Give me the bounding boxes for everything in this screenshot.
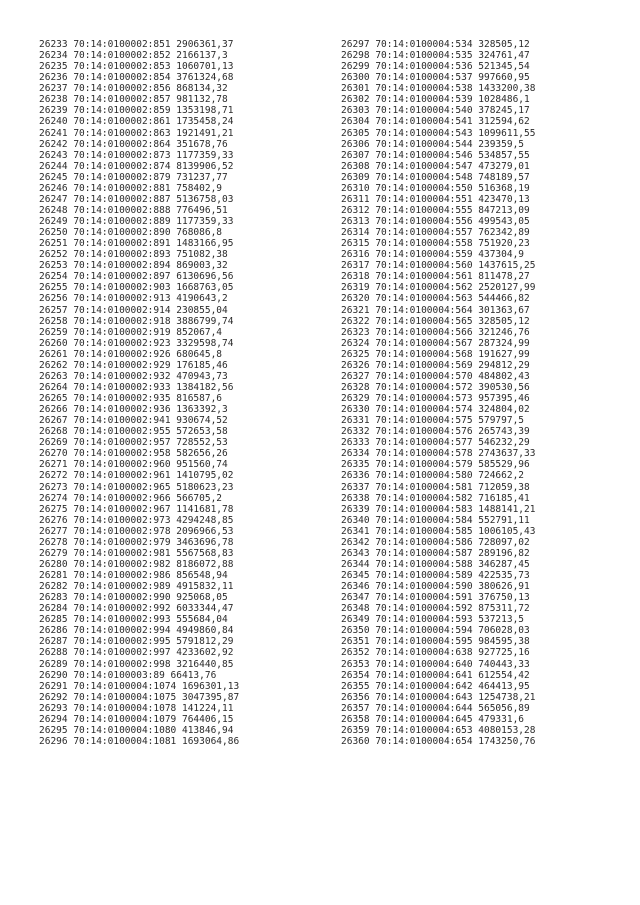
table-row: 26317 70:14:0100004:560 1437615,25 — [341, 260, 536, 272]
table-row: 26322 70:14:0100004:565 328505,12 — [341, 315, 530, 327]
table-row: 26328 70:14:0100004:572 390530,56 — [341, 381, 530, 393]
table-row: 26350 70:14:0100004:594 706028,03 — [341, 625, 530, 637]
table-row: 26298 70:14:0100004:535 324761,47 — [341, 50, 530, 62]
table-row: 26274 70:14:0100002:966 566705,2 — [39, 492, 223, 504]
table-row: 26344 70:14:0100004:588 346287,45 — [341, 558, 530, 570]
table-row: 26303 70:14:0100004:540 378245,17 — [341, 105, 530, 117]
table-row: 26355 70:14:0100004:642 464413,95 — [341, 680, 530, 692]
table-row: 26241 70:14:0100002:863 1921491,21 — [39, 127, 234, 139]
table-row: 26325 70:14:0100004:568 191627,99 — [341, 348, 530, 360]
table-row: 26339 70:14:0100004:583 1488141,21 — [341, 503, 536, 515]
table-row: 26284 70:14:0100002:992 6033344,47 — [39, 603, 234, 615]
table-row: 26255 70:14:0100002:903 1668763,05 — [39, 282, 234, 294]
table-row: 26243 70:14:0100002:873 1177359,33 — [39, 149, 234, 161]
table-row: 26346 70:14:0100004:590 380626,91 — [341, 581, 530, 593]
table-row: 26330 70:14:0100004:574 324804,02 — [341, 404, 530, 416]
table-row: 26236 70:14:0100002:854 3761324,68 — [39, 72, 234, 84]
table-row: 26324 70:14:0100004:567 287324,99 — [341, 337, 530, 349]
table-row: 26237 70:14:0100002:856 868134,32 — [39, 83, 228, 95]
table-row: 26283 70:14:0100002:990 925068,05 — [39, 592, 228, 604]
table-row: 26291 70:14:0100004:1074 1696301,13 — [39, 680, 240, 692]
table-row: 26271 70:14:0100002:960 951560,74 — [39, 459, 228, 471]
table-row: 26351 70:14:0100004:595 984595,38 — [341, 636, 530, 648]
table-row: 26234 70:14:0100002:852 2166137,3 — [39, 50, 228, 62]
table-row: 26276 70:14:0100002:973 4294248,85 — [39, 514, 234, 526]
table-row: 26288 70:14:0100002:997 4233602,92 — [39, 647, 234, 659]
table-row: 26250 70:14:0100002:890 768086,8 — [39, 227, 223, 239]
table-row: 26334 70:14:0100004:578 2743637,33 — [341, 448, 536, 460]
table-row: 26233 70:14:0100002:851 2906361,37 — [39, 39, 234, 50]
table-row: 26242 70:14:0100002:864 351678,76 — [39, 138, 228, 150]
table-row: 26305 70:14:0100004:543 1099611,55 — [341, 127, 536, 139]
table-row: 26345 70:14:0100004:589 422535,73 — [341, 570, 530, 581]
table-row: 26336 70:14:0100004:580 724662,2 — [341, 470, 525, 482]
table-row: 26295 70:14:0100004:1080 413846,94 — [39, 724, 234, 736]
table-row: 26249 70:14:0100002:889 1177359,33 — [39, 216, 234, 227]
table-row: 26359 70:14:0100004:653 4080153,28 — [341, 724, 536, 736]
table-row: 26329 70:14:0100004:573 957395,46 — [341, 393, 530, 404]
table-row: 26301 70:14:0100004:538 1433200,38 — [341, 83, 536, 95]
table-row: 26353 70:14:0100004:640 740443,33 — [341, 658, 530, 670]
table-row: 26323 70:14:0100004:566 321246,76 — [341, 326, 530, 338]
table-row: 26267 70:14:0100002:941 930674,52 — [39, 415, 228, 427]
table-row: 26239 70:14:0100002:859 1353198,71 — [39, 105, 234, 117]
table-row: 26259 70:14:0100002:919 852067,4 — [39, 326, 223, 338]
table-row: 26282 70:14:0100002:989 4915832,11 — [39, 581, 234, 593]
table-row: 26342 70:14:0100004:586 728097,02 — [341, 536, 530, 548]
table-row: 26319 70:14:0100004:562 2520127,99 — [341, 282, 536, 294]
table-row: 26306 70:14:0100004:544 239359,5 — [341, 138, 525, 150]
table-row: 26278 70:14:0100002:979 3463696,78 — [39, 536, 234, 548]
table-row: 26338 70:14:0100004:582 716185,41 — [341, 492, 530, 504]
table-row: 26265 70:14:0100002:935 816587,6 — [39, 393, 223, 404]
table-row: 26307 70:14:0100004:546 534857,55 — [341, 149, 530, 161]
table-row: 26251 70:14:0100002:891 1483166,95 — [39, 238, 234, 250]
table-row: 26293 70:14:0100004:1078 141224,11 — [39, 702, 234, 714]
table-row: 26318 70:14:0100004:561 811478,27 — [341, 271, 530, 283]
left-column — [39, 39, 299, 747]
table-row: 26331 70:14:0100004:575 579797,5 — [341, 415, 525, 427]
table-row: 26289 70:14:0100002:998 3216440,85 — [39, 658, 234, 670]
table-row: 26352 70:14:0100004:638 927725,16 — [341, 647, 530, 659]
table-row: 26326 70:14:0100004:569 294812,29 — [341, 359, 530, 371]
table-row: 26247 70:14:0100002:887 5136758,03 — [39, 193, 234, 205]
table-row: 26252 70:14:0100002:893 751082,38 — [39, 249, 228, 261]
table-row: 26246 70:14:0100002:881 758402,9 — [39, 182, 223, 194]
table-row: 26314 70:14:0100004:557 762342,89 — [341, 227, 530, 239]
table-row: 26302 70:14:0100004:539 1028486,1 — [341, 94, 530, 106]
table-row: 26360 70:14:0100004:654 1743250,76 — [341, 735, 536, 747]
table-row: 26343 70:14:0100004:587 289196,82 — [341, 547, 530, 559]
table-row: 26277 70:14:0100002:978 2096966,53 — [39, 525, 234, 537]
table-row: 26266 70:14:0100002:936 1363392,3 — [39, 404, 228, 416]
table-row: 26240 70:14:0100002:861 1735458,24 — [39, 116, 234, 128]
table-row: 26272 70:14:0100002:961 1410795,02 — [39, 470, 234, 482]
table-row: 26296 70:14:0100004:1081 1693064,86 — [39, 735, 240, 747]
table-row: 26313 70:14:0100004:556 499543,05 — [341, 216, 530, 227]
table-row: 26321 70:14:0100004:564 301363,67 — [341, 304, 530, 316]
table-row: 26261 70:14:0100002:926 680645,8 — [39, 348, 223, 360]
table-row: 26315 70:14:0100004:558 751920,23 — [341, 238, 530, 250]
table-row: 26269 70:14:0100002:957 728552,53 — [39, 437, 228, 449]
table-row: 26349 70:14:0100004:593 537213,5 — [341, 614, 525, 626]
table-row: 26320 70:14:0100004:563 544466,82 — [341, 293, 530, 305]
table-row: 26275 70:14:0100002:967 1141681,78 — [39, 503, 234, 515]
table-row: 26270 70:14:0100002:958 582656,26 — [39, 448, 228, 460]
table-row: 26268 70:14:0100002:955 572653,58 — [39, 426, 228, 438]
table-row: 26299 70:14:0100004:536 521345,54 — [341, 61, 530, 73]
table-row: 26340 70:14:0100004:584 552791,11 — [341, 514, 530, 526]
table-row: 26257 70:14:0100002:914 230855,04 — [39, 304, 228, 316]
table-row: 26312 70:14:0100004:555 847213,09 — [341, 204, 530, 216]
table-row: 26254 70:14:0100002:897 6130696,56 — [39, 271, 234, 283]
table-row: 26327 70:14:0100004:570 484802,43 — [341, 370, 530, 382]
table-row: 26286 70:14:0100002:994 4949860,84 — [39, 625, 234, 637]
table-row: 26281 70:14:0100002:986 856548,94 — [39, 570, 228, 581]
table-row: 26248 70:14:0100002:888 776496,51 — [39, 204, 228, 216]
table-row: 26300 70:14:0100004:537 997660,95 — [341, 72, 530, 84]
table-row: 26256 70:14:0100002:913 4190643,2 — [39, 293, 228, 305]
table-row: 26311 70:14:0100004:551 423470,13 — [341, 193, 530, 205]
table-row: 26337 70:14:0100004:581 712059,38 — [341, 481, 530, 493]
table-row: 26341 70:14:0100004:585 1006105,43 — [341, 525, 536, 537]
table-row: 26244 70:14:0100002:874 8139906,52 — [39, 160, 234, 172]
table-row: 26280 70:14:0100002:982 8186072,88 — [39, 558, 234, 570]
right-column — [341, 39, 601, 747]
table-row: 26235 70:14:0100002:853 1060701,13 — [39, 61, 234, 73]
table-row: 26238 70:14:0100002:857 981132,78 — [39, 94, 228, 106]
table-row: 26310 70:14:0100004:550 516368,19 — [341, 182, 530, 194]
table-row: 26279 70:14:0100002:981 5567568,83 — [39, 547, 234, 559]
table-row: 26264 70:14:0100002:933 1384182,56 — [39, 381, 234, 393]
table-row: 26260 70:14:0100002:923 3329598,74 — [39, 337, 234, 349]
table-row: 26258 70:14:0100002:918 3886799,74 — [39, 315, 234, 327]
table-row: 26348 70:14:0100004:592 875311,72 — [341, 603, 530, 615]
table-row: 26285 70:14:0100002:993 555684,04 — [39, 614, 228, 626]
table-row: 26263 70:14:0100002:932 470943,73 — [39, 370, 228, 382]
table-row: 26358 70:14:0100004:645 479331,6 — [341, 713, 525, 725]
table-row: 26354 70:14:0100004:641 612554,42 — [341, 669, 530, 681]
table-row: 26290 70:14:0100003:89 66413,76 — [39, 669, 217, 681]
table-row: 26253 70:14:0100002:894 869003,32 — [39, 260, 228, 272]
table-row: 26308 70:14:0100004:547 473279,01 — [341, 160, 530, 172]
table-row: 26304 70:14:0100004:541 312594,62 — [341, 116, 530, 128]
table-row: 26316 70:14:0100004:559 437304,9 — [341, 249, 525, 261]
table-row: 26273 70:14:0100002:965 5180623,23 — [39, 481, 234, 493]
table-row: 26262 70:14:0100002:929 176185,46 — [39, 359, 228, 371]
table-row: 26292 70:14:0100004:1075 3047395,87 — [39, 691, 240, 703]
table-row: 26357 70:14:0100004:644 565056,89 — [341, 702, 530, 714]
table-row: 26347 70:14:0100004:591 376750,13 — [341, 592, 530, 604]
table-row: 26332 70:14:0100004:576 265743,39 — [341, 426, 530, 438]
table-row: 26356 70:14:0100004:643 1254738,21 — [341, 691, 536, 703]
table-row: 26245 70:14:0100002:879 731237,77 — [39, 171, 228, 183]
table-row: 26333 70:14:0100004:577 546232,29 — [341, 437, 530, 449]
table-row: 26294 70:14:0100004:1079 764406,15 — [39, 713, 234, 725]
table-row: 26309 70:14:0100004:548 748189,57 — [341, 171, 530, 183]
table-row: 26287 70:14:0100002:995 5791812,29 — [39, 636, 234, 648]
table-row: 26297 70:14:0100004:534 328505,12 — [341, 39, 530, 50]
table-row: 26335 70:14:0100004:579 585529,96 — [341, 459, 530, 471]
